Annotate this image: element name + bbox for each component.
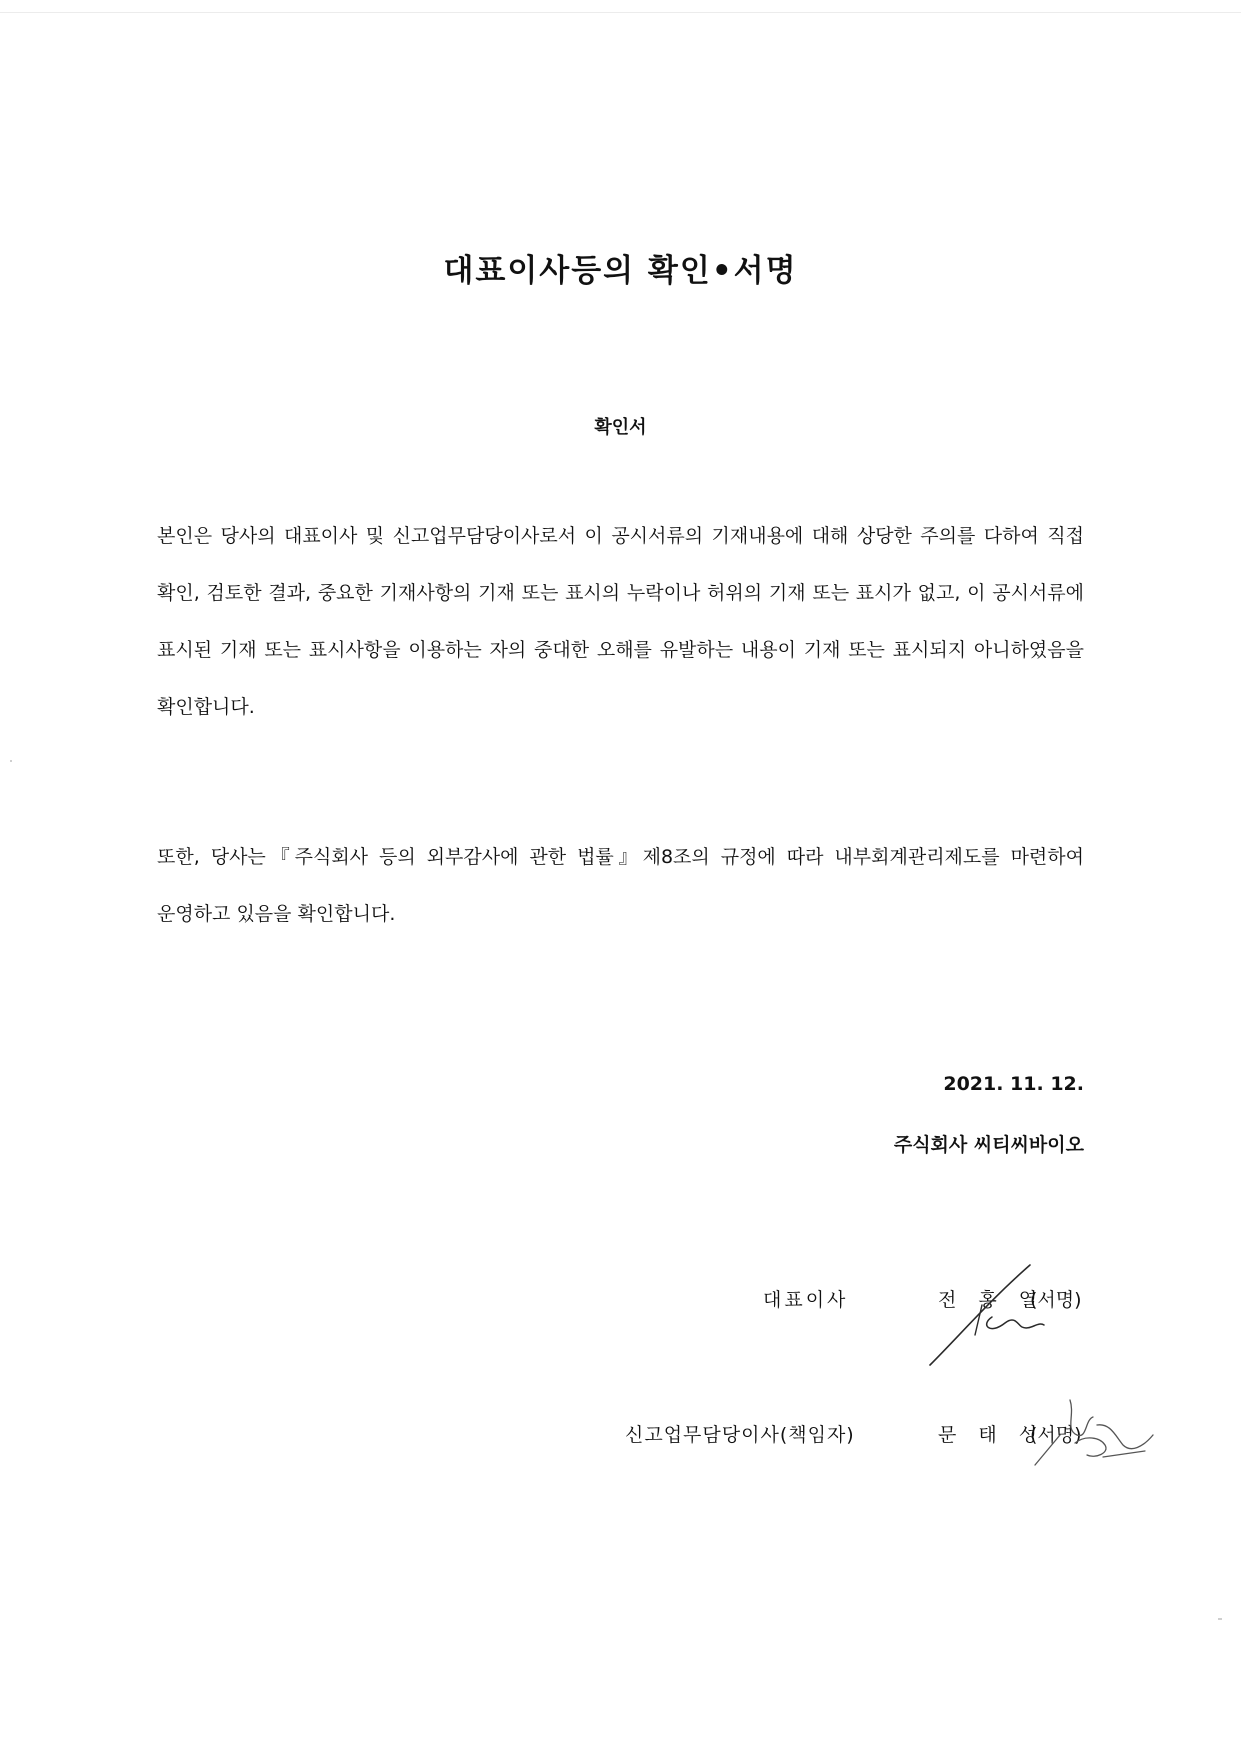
officer-name: 문 태 성 bbox=[938, 1424, 1046, 1446]
scan-speck bbox=[1218, 1618, 1222, 1620]
ceo-role-label: 대표이사 bbox=[763, 1289, 849, 1311]
ceo-signature-stroke-main bbox=[930, 1265, 1030, 1365]
officer-signature-mark: (서명) bbox=[1030, 1424, 1082, 1446]
officer-signature-stroke-4 bbox=[1097, 1425, 1153, 1449]
ceo-signature-mark: (서명) bbox=[1030, 1289, 1082, 1311]
company-name: 주식회사 씨티씨바이오 bbox=[893, 1134, 1084, 1156]
internal-control-paragraph: 또한, 당사는『주식회사 등의 외부감사에 관한 법률』제8조의 규정에 따라 내부회계관리제도를 마련하여 운영하고 있음을 확인합니다. bbox=[157, 846, 1084, 925]
page-top-rule bbox=[0, 12, 1241, 13]
page-title: 대표이사등의 확인•서명 bbox=[443, 253, 798, 289]
ceo-handwritten-signature bbox=[920, 1255, 1070, 1375]
confirmation-paragraph: 본인은 당사의 대표이사 및 신고업무담당이사로서 이 공시서류의 기재내용에 대해 상당한 주의를 다하여 직접 확인, 검토한 결과, 중요한 기재사항의 기재 또는 표시의 누락이나 허위의 기재 또는 표시가 없고, 이 공시서류에 표시된 기재 또는 표시사항을 이용하는 자의 중대한 오해를 유발하는 내용이 기재 또는 표시되지 아니하였음을 확인합니다. bbox=[157, 525, 1084, 718]
scan-speck bbox=[10, 760, 12, 762]
document-date: 2021. 11. 12. bbox=[943, 1073, 1084, 1095]
officer-signature-stroke-5 bbox=[1103, 1451, 1145, 1457]
ceo-signature-stroke-loop bbox=[987, 1317, 1044, 1329]
document-subtitle: 확인서 bbox=[594, 417, 647, 438]
ceo-name: 전 홍 열 bbox=[938, 1289, 1046, 1311]
officer-role-label: 신고업무담당이사(책임자) bbox=[625, 1424, 855, 1446]
